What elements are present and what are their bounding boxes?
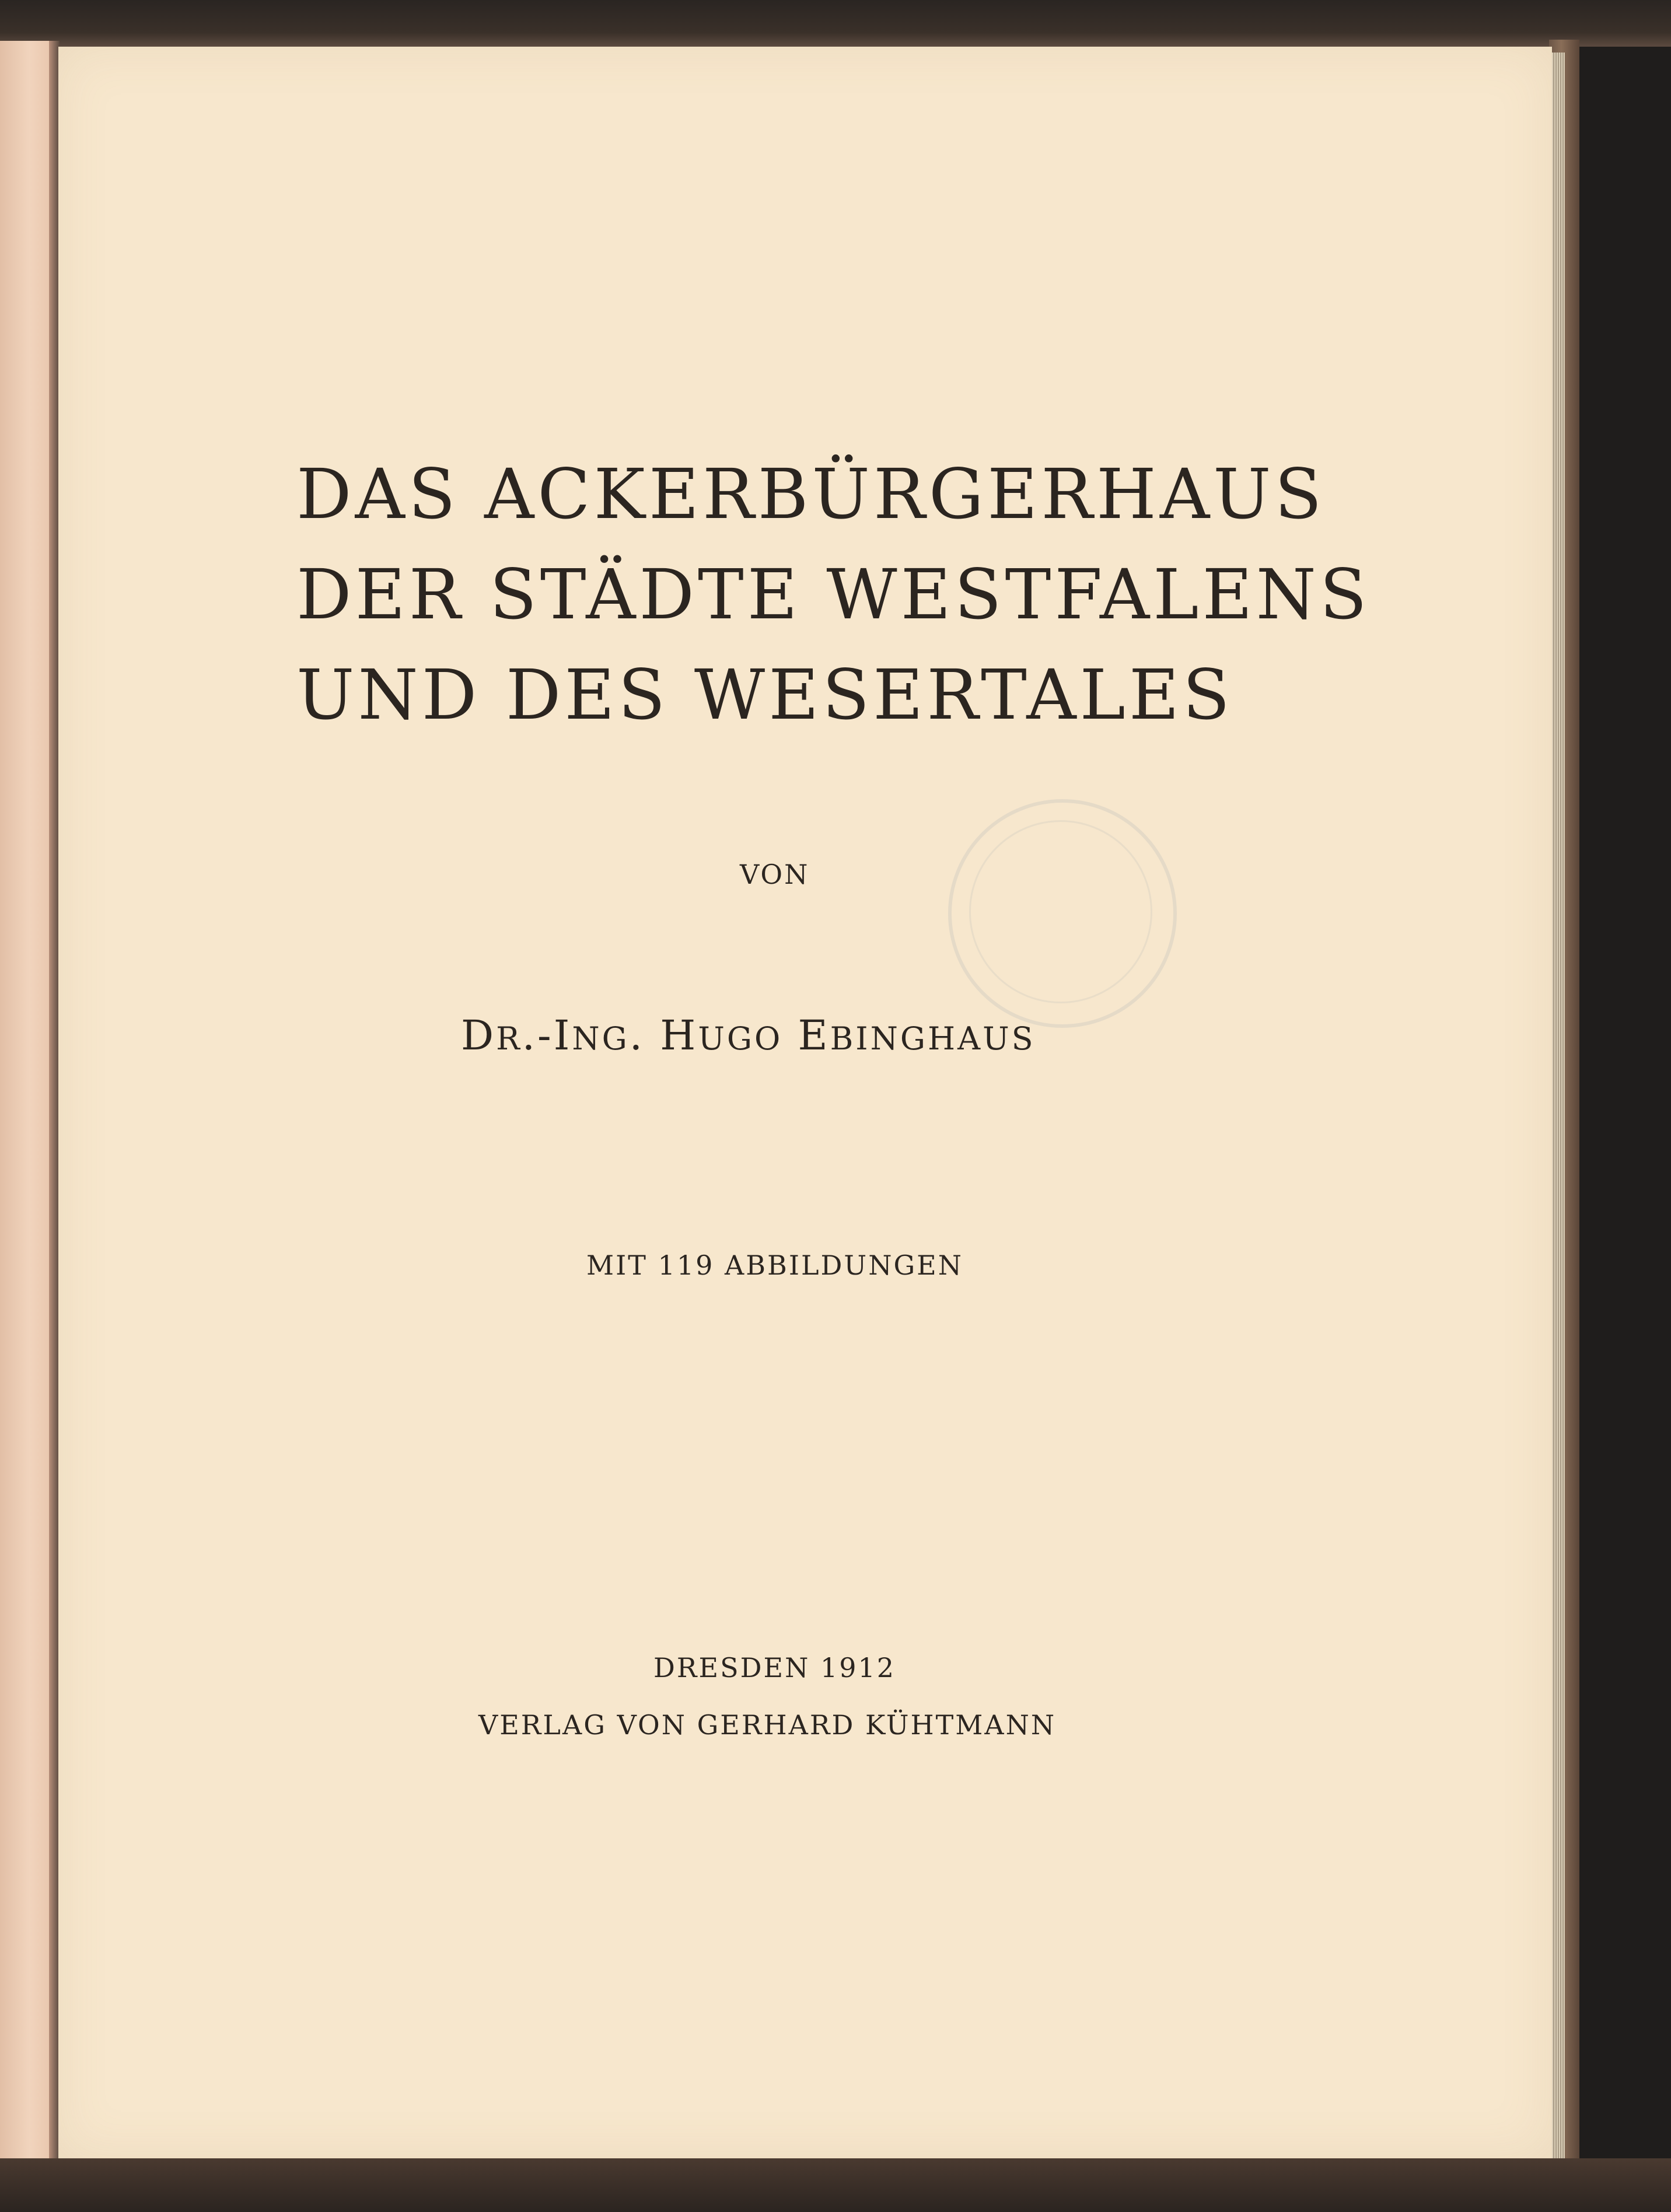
illustrations-note: MIT 119 ABBILDUNGEN [586, 1250, 964, 1281]
byline: VON [740, 859, 810, 890]
title-line-2: DER STÄDTE WESTFALENS [296, 554, 1371, 635]
author-family-initial: E [798, 1012, 830, 1059]
scan-bottom-edge [0, 2158, 1671, 2212]
title-page [58, 47, 1552, 2158]
author-initial-d: D [461, 1012, 497, 1059]
author-family-rest: BINGHAUS [830, 1020, 1036, 1057]
left-page-edge [0, 41, 54, 2170]
imprint-place-year: DRESDEN 1912 [653, 1652, 896, 1684]
title-line-1: DAS ACKERBÜRGERHAUS [296, 454, 1326, 534]
author-punct-2: . [629, 1012, 645, 1059]
scan-top-edge [0, 0, 1671, 47]
author-smallcaps-ng: NG [572, 1020, 630, 1057]
author-name [461, 1012, 1036, 1059]
author-punct-1: .- [522, 1012, 554, 1059]
author-given-rest: UGO [698, 1020, 783, 1057]
title-line-3: UND DES WESERTALES [296, 654, 1233, 735]
author-initial-i: I [553, 1012, 572, 1059]
imprint-publisher: VERLAG VON GERHARD KÜHTMANN [478, 1709, 1057, 1741]
library-stamp [948, 799, 1177, 1028]
page-stack-edge [1552, 52, 1565, 2182]
author-smallcaps-r: R [496, 1020, 522, 1057]
author-given-initial: H [660, 1012, 698, 1059]
library-stamp-ring [969, 820, 1152, 1003]
